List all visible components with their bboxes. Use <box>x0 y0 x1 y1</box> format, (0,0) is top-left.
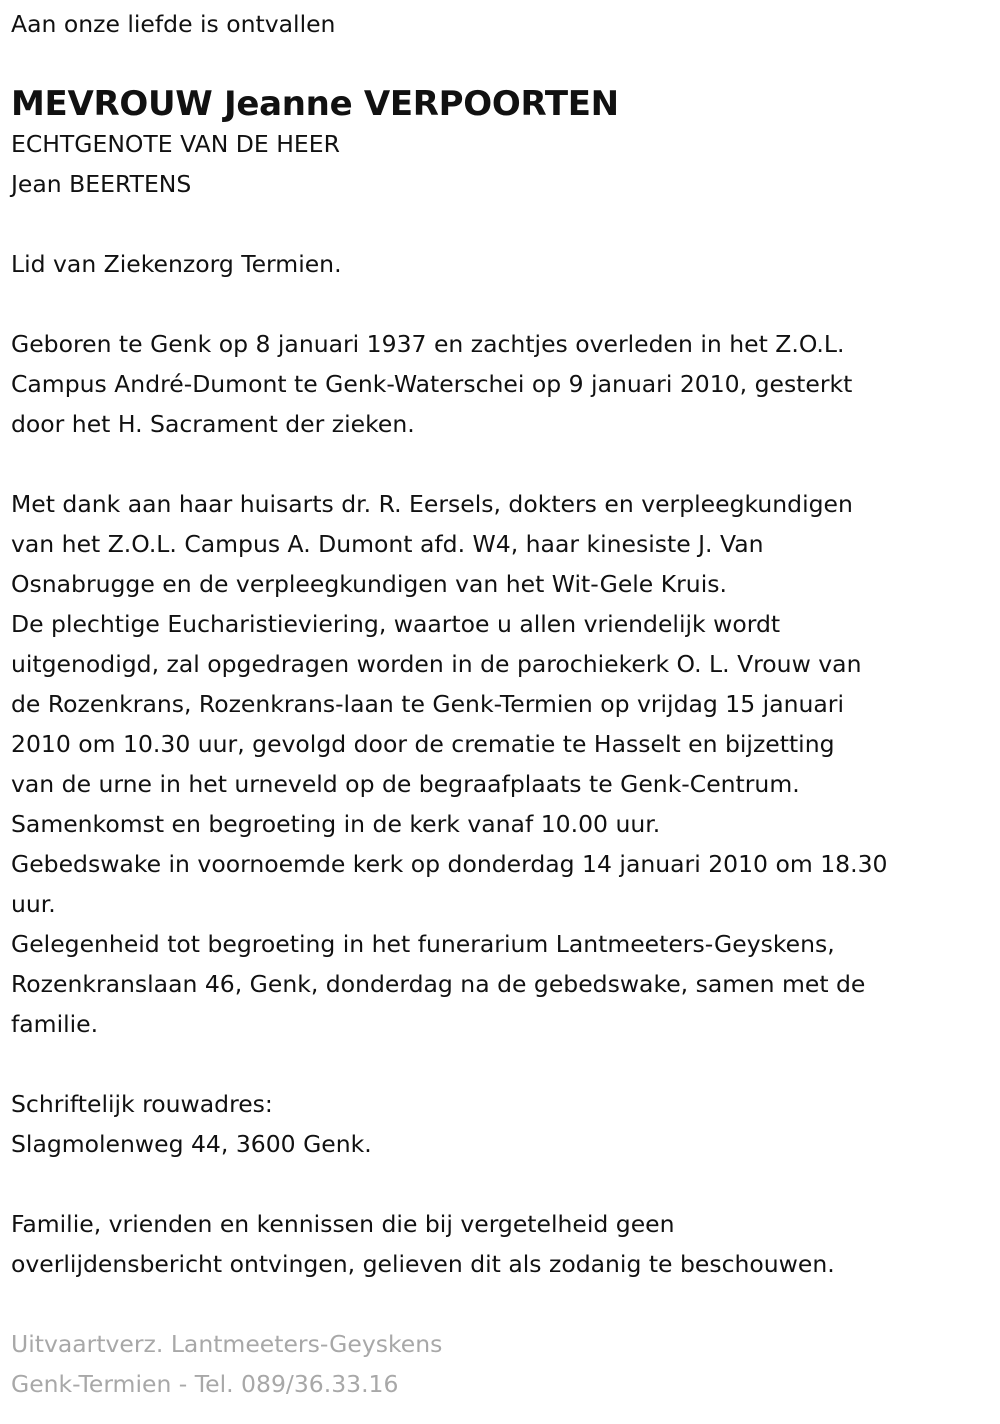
paragraph-line: De plechtige Eucharistieviering, waartoe u allen vriendelijk wordt <box>11 610 781 638</box>
paragraph-line: uur. <box>11 890 56 918</box>
paragraph-line: van het Z.O.L. Campus A. Dumont afd. W4, haar kinesiste J. Van <box>11 530 764 558</box>
intro-text: Aan onze liefde is ontvallen <box>11 10 336 38</box>
spouse-name: Jean BEERTENS <box>11 170 192 198</box>
paragraph-line: Campus André-Dumont te Genk-Waterschei op 9 januari 2010, gesterkt <box>11 370 853 398</box>
paragraph-line: Osnabrugge en de verpleegkundigen van het Wit-Gele Kruis. <box>11 570 727 598</box>
address-paragraph <box>11 1084 991 1164</box>
obituary-notice <box>11 4 991 1404</box>
thanks-and-ceremony-paragraph <box>11 484 991 1044</box>
membership-text: Lid van Ziekenzorg Termien. <box>11 250 342 278</box>
notice-paragraph <box>11 1204 991 1284</box>
paragraph-line: overlijdensbericht ontvingen, gelieven dit als zodanig te beschouwen. <box>11 1250 835 1278</box>
funeral-home-footer <box>11 1324 991 1404</box>
paragraph-line: Familie, vrienden en kennissen die bij vergetelheid geen <box>11 1210 675 1238</box>
paragraph-line: 2010 om 10.30 uur, gevolgd door de crematie te Hasselt en bijzetting <box>11 730 835 758</box>
paragraph-line: door het H. Sacrament der zieken. <box>11 410 415 438</box>
paragraph-line: Geboren te Genk op 8 januari 1937 en zachtjes overleden in het Z.O.L. <box>11 330 845 358</box>
deceased-name: MEVROUW Jeanne VERPOORTEN <box>11 84 619 124</box>
paragraph-line: de Rozenkrans, Rozenkrans-laan te Genk-Termien op vrijdag 15 januari <box>11 690 844 718</box>
paragraph-line: Gebedswake in voornoemde kerk op donderdag 14 januari 2010 om 18.30 <box>11 850 888 878</box>
paragraph-line: Samenkomst en begroeting in de kerk vanaf 10.00 uur. <box>11 810 661 838</box>
paragraph-line: familie. <box>11 1010 99 1038</box>
paragraph-line: van de urne in het urneveld op de begraafplaats te Genk-Centrum. <box>11 770 800 798</box>
address-label: Schriftelijk rouwadres: <box>11 1090 273 1118</box>
spouse-title: ECHTGENOTE VAN DE HEER <box>11 130 340 158</box>
address-value: Slagmolenweg 44, 3600 Genk. <box>11 1130 372 1158</box>
paragraph-line: Rozenkranslaan 46, Genk, donderdag na de gebedswake, samen met de <box>11 970 866 998</box>
funeral-home-name: Uitvaartverz. Lantmeeters-Geyskens <box>11 1330 443 1358</box>
paragraph-line: Gelegenheid tot begroeting in het funerarium Lantmeeters-Geyskens, <box>11 930 835 958</box>
paragraph-line: uitgenodigd, zal opgedragen worden in de parochiekerk O. L. Vrouw van <box>11 650 862 678</box>
birth-paragraph <box>11 324 991 444</box>
paragraph-line: Met dank aan haar huisarts dr. R. Eersels, dokters en verpleegkundigen <box>11 490 853 518</box>
funeral-home-contact: Genk-Termien - Tel. 089/36.33.16 <box>11 1370 399 1398</box>
